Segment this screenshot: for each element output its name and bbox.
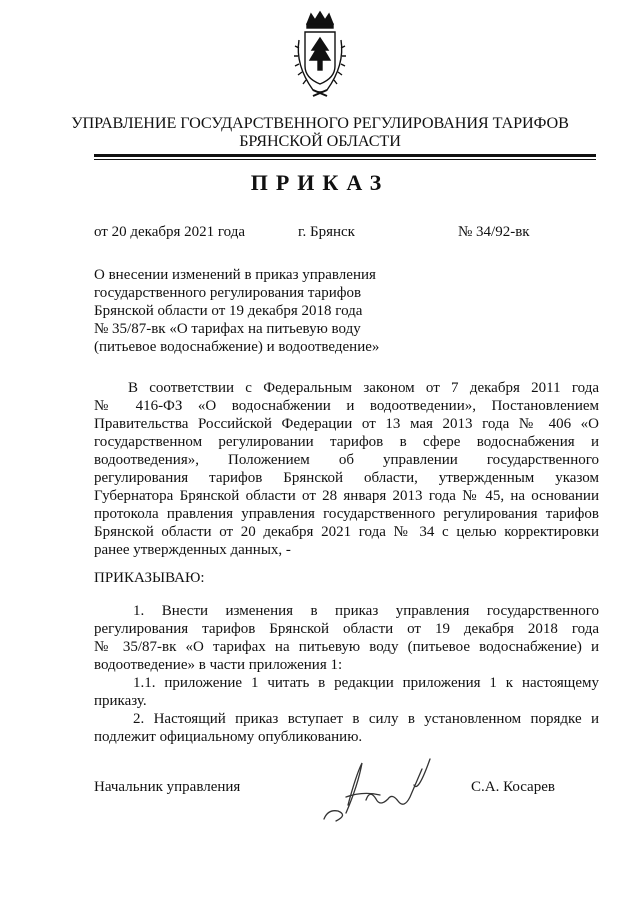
document-city: г. Брянск	[298, 224, 355, 240]
order-word: ПРИКАЗЫВАЮ:	[94, 570, 205, 586]
preamble-line: Правительства Российской Федерации от 13 мая 2013 года № 406 «О	[94, 416, 599, 432]
item-1-line: № 35/87-вк «О тарифах на питьевую воду (питьевое водоснабжение) и	[94, 639, 599, 655]
document-title: ПРИКАЗ	[250, 170, 390, 195]
document-number: № 34/92-вк	[458, 224, 530, 240]
item-1-1-line: 1.1. приложение 1 читать в редакции приложения 1 к настоящему	[133, 675, 599, 691]
item-2-line: подлежит официальному опубликованию.	[94, 729, 363, 745]
subject-line: (питьевое водоснабжение) и водоотведение»	[94, 339, 380, 355]
preamble-line: протокола правления управления государственного регулирования тарифов	[94, 506, 599, 522]
subject-line: О внесении изменений в приказ управления	[94, 267, 376, 283]
item-1-line: 1. Внести изменения в приказ управления государственного	[133, 603, 599, 619]
item-1-line: водоотведение» в части приложения 1:	[94, 657, 343, 673]
document-date: от 20 декабря 2021 года	[94, 224, 246, 240]
item-1-1-line: приказу.	[94, 693, 147, 709]
subject-line: государственного регулирования тарифов	[94, 285, 362, 301]
signatory-position: Начальник управления	[94, 779, 241, 795]
signatory-name: С.А. Косарев	[471, 779, 555, 795]
item-2-line: 2. Настоящий приказ вступает в силу в установленном порядке и	[133, 711, 599, 727]
organization-name-line1: УПРАВЛЕНИЕ ГОСУДАРСТВЕННОГО РЕГУЛИРОВАНИЯ ТАРИФОВ	[71, 114, 569, 132]
coat-of-arms-icon	[293, 10, 347, 100]
header-rule-thin	[94, 159, 596, 160]
preamble-line: государственном регулировании тарифов в сфере водоснабжения и	[94, 434, 599, 450]
header-rule-thick	[94, 154, 596, 157]
preamble-line: ранее утвержденных данных, -	[94, 542, 291, 558]
preamble-line: Губернатора Брянской области от 28 января 2013 года № 45, на основании	[94, 488, 599, 504]
preamble-line: В соответствии с Федеральным законом от 7 декабря 2011 года	[128, 380, 599, 396]
organization-name-line2: БРЯНСКОЙ ОБЛАСТИ	[239, 132, 401, 150]
preamble-line: регулирования тарифов Брянской области, утвержденным указом	[94, 470, 599, 486]
handwritten-signature	[318, 755, 438, 825]
preamble-line: Брянской области от 20 декабря 2021 года № 34 с целью корректировки	[94, 524, 599, 540]
item-1-line: регулирования тарифов Брянской области от 19 декабря 2018 года	[94, 621, 599, 637]
subject-line: № 35/87-вк «О тарифах на питьевую воду	[94, 321, 361, 337]
subject-line: Брянской области от 19 декабря 2018 года	[94, 303, 363, 319]
preamble-line: № 416-ФЗ «О водоснабжении и водоотведении», Постановлением	[94, 398, 599, 414]
preamble-line: водоотведения», Положением об управлении государственного	[94, 452, 599, 468]
